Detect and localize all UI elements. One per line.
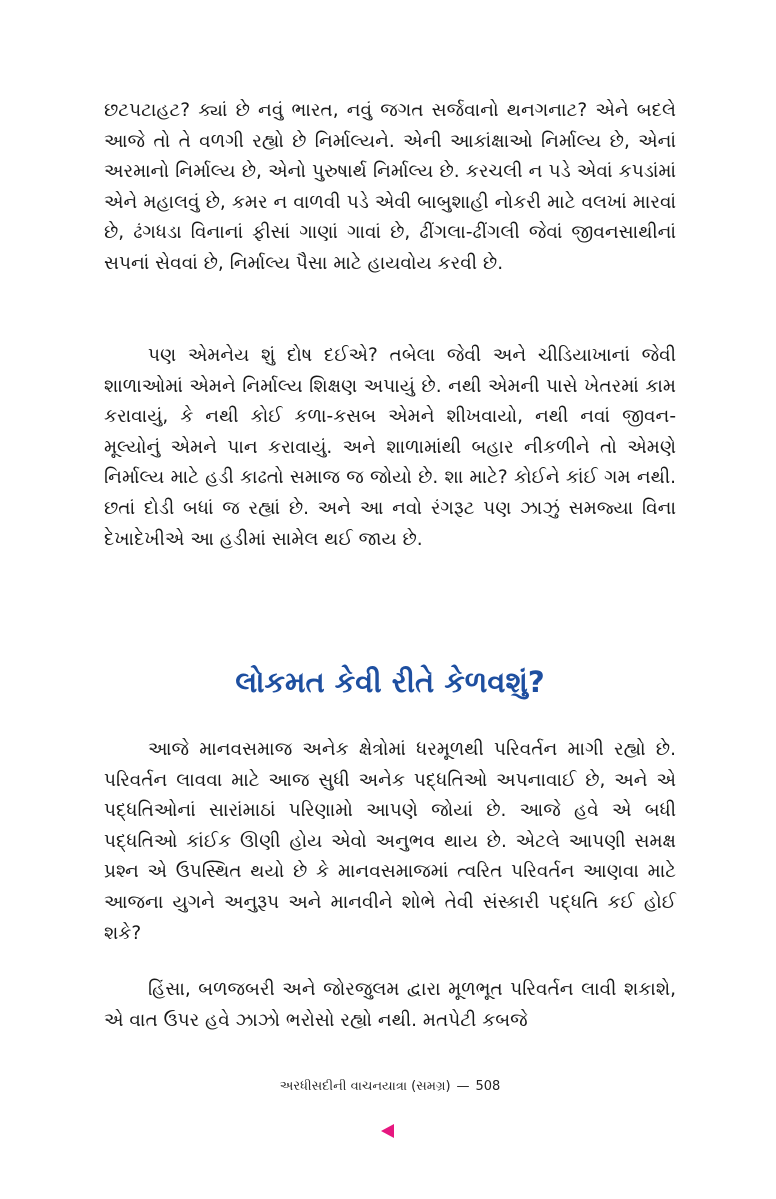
paragraph-2: પણ એમનેય શું દોષ દઈએ? તબેલા જેવી અને ચીડિયાખાનાં જેવી શાળાઓમાં એમને નિર્માલ્ય શિક્ષણ અપાયું છે. નથી એમની પાસે ખેતરમાં કામ કરાવાયું, કે નથી કોઈ કળા-કસબ એમને શીખવાયો, નથી નવાં જીવન-મૂલ્યોનું એમને પાન કરાવાયું. અને શાળામાંથી બહાર નીકળીને તો એમણે નિર્માલ્ય માટે હડી કાઢતો સમાજ જ જોયો છે. શા માટે? કોઈને કાંઈ ગમ નથી. છતાં દોડી બધાં જ રહ્યાં છે. અને આ નવો રંગરૂટ પણ ઝાઝું સમજ્યા વિના દેખાદેખીએ આ હડીમાં સામેલ થઈ જાય છે. — [104, 345, 676, 550]
paragraph-4: હિંસા, બળજબરી અને જોરજુલમ દ્વારા મૂળભૂત પરિવર્તન લાવી શકાશે, એ વાત ઉપર હવે ઝાઝો ભરોસો રહ્યો નથી. મતપેટી કબજે — [104, 979, 676, 1031]
page-footer — [104, 1078, 676, 1096]
previous-page-icon[interactable] — [381, 1124, 394, 1138]
footer-separator: — — [456, 1079, 470, 1094]
page-number: 508 — [475, 1079, 501, 1094]
paragraph-1: છટપટાહટ? ક્યાં છે નવું ભારત, નવું જગત સર્જવાનો થનગનાટ? એને બદલે આજે તો તે વળગી રહ્યો છે નિર્માલ્યને. એની આકાંક્ષાઓ નિર્માલ્ય છે, એનાં અરમાનો નિર્માલ્ય છે, એનો પુરુષાર્થ નિર્માલ્ય છે. કરચલી ન પડે એવાં કપડાંમાં એને મહાલવું છે, કમર ન વાળવી પડે એવી બાબુશાહી નોકરી માટે વલખાં મારવાં છે, ઢંગધડા વિનાનાં ફીસાં ગાણાં ગાવાં છે, ઢીંગલા-ઢીંગલી જેવાં જીવનસાથીનાં સપનાં સેવવાં છે, નિર્માલ્ય પૈસા માટે હાયવોય કરવી છે. — [104, 100, 676, 274]
paragraph-3: આજે માનવસમાજ અનેક ક્ષેત્રોમાં ધરમૂળથી પરિવર્તન માગી રહ્યો છે. પરિવર્તન લાવવા માટે આજ સુધી અનેક પદ્ધતિઓ અપનાવાઈ છે, અને એ પદ્ધતિઓનાં સારાંમાઠાં પરિણામો આપણે જોયાં છે. આજે હવે એ બધી પદ્ધતિઓ કાંઈક ઊણી હોય એવો અનુભવ થાય છે. એટલે આપણી સમક્ષ પ્રશ્ન એ ઉપસ્થિત થયો છે કે માનવસમાજમાં ત્વરિત પરિવર્તન આણવા માટે આજના યુગને અનુરૂપ અને માનવીને શોભે તેવી સંસ્કારી પદ્ધતિ કઈ હોઈ શકે? — [104, 739, 676, 944]
section-heading: લોકમત કેવી રીતે કેળવશું? — [235, 665, 545, 699]
book-title: અરધીસદીની વાચનયાત્રા (સમગ્ર) — [279, 1079, 451, 1094]
